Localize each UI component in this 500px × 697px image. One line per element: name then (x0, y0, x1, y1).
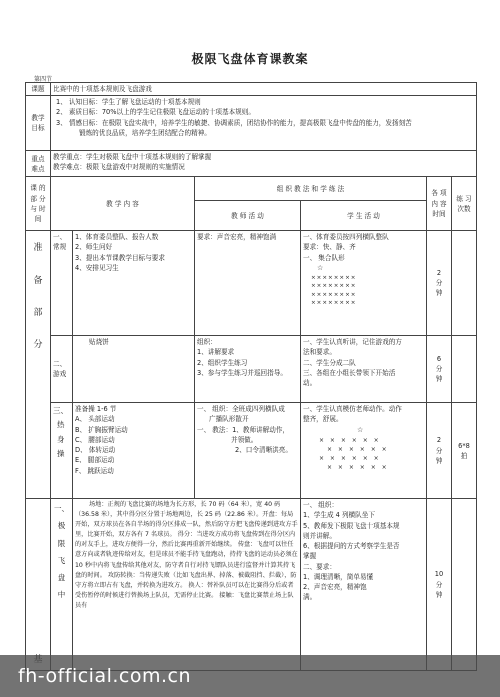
basic-part-label (26, 499, 51, 671)
rules-number: 一、 极 限 飞 盘 中 (51, 499, 73, 671)
student-header: 学 生 活 动 (301, 201, 427, 231)
key-point: 教学重点：学生对极限飞盘中十项基本规则的了解掌握 (53, 153, 212, 162)
rules-time: 10 分 钟 (427, 499, 452, 671)
topic-row (26, 83, 477, 96)
routine-student: 一、体育委员按四列横队整队 要求：快、静、齐 一、 集合队形 ☆ ×××××××× ×××××××× ×××××××× ×××××××× (301, 231, 427, 336)
rules-teacher: 一、 组织： 1、学生成 4 列横队坐下 5、教师发下极限飞盘十项基本规 则并讲解。 6、根据提问的方式考察学生是否 掌握 二、要求： 1、调理清晰，简单易懂 2、声音宏亮，精神饱 满。 (301, 499, 427, 671)
part-header: 课 的 部 分 与 时 间 (26, 177, 51, 231)
goal-item: 3、 情感目标：在极限飞盘实战中，培养学生的敏捷、协调素质，团结协作的能力，提高极限飞盘中传盘的能力，发扬刻苦 (56, 118, 412, 127)
basic-rules-row (26, 499, 477, 671)
prep-warmup-row (26, 403, 477, 499)
game-content: 贴烧饼 (73, 336, 195, 403)
routine-teacher: 要求：声音宏亮，精神饱满 (195, 231, 301, 336)
game-amount (452, 336, 477, 403)
warmup-time: 2 分 钟 (427, 403, 452, 499)
watermark-banner: fh-official.com.cn (0, 655, 500, 697)
game-student: 一、学生认真听讲，记住游戏的方 法和要求。 二、学生分成二队 三、各组在小组长带领下开始活 动。 (301, 336, 427, 403)
page-title: 极限飞盘体育课教案 (191, 52, 309, 66)
warmup-content: 准备操 1-6 节 A、 头部运动 B、 扩胸振臂运动 C、 腰部运动 D、 体转运动 E、 腿部运动 F、 跳跃运动 (73, 403, 195, 499)
column-header-row (26, 177, 477, 201)
warmup-student: 一、学生认真模仿老师动作。动作 整齐，舒展。 ☆ × × × × × × × × × × × × × × × × × × × × × × × × (301, 403, 427, 499)
rules-content: 场地：正规的飞盘比赛的场地为长方形，长 70 码（64 米），宽 40 码（36.58 米），其中得分区分置于场地两边，长 25 码（22.86 米）。开盘：每局开始，双方球员在各自半场的得分区排成一队，然后防守方把飞盘传递到进攻方手里，比赛开始，双方各有 7 名球员。 得分：当进攻方成功将飞盘传到在得分区内的对友手上，进攻方便得一分，然后比赛再重新开始继续。 传盘：飞盘可以往任意方向或者轨迹传给对友，但是球员不能手持飞盘跑动，持持飞盘的运动员必须在 10 秒中内将飞盘传给其他对友，防守者自行对持飞镖队员进行监督并计算其持飞盘的时间。 攻防转换：当传递失败（比如飞盘出界、掉落、被截阻挡、拦截），防守方将立即占有飞盘，并转换为进攻方。 换人：替补队员可以在比赛得分后或者受伤暂停的时候进行替换场上队员，无需停止比赛。 接触：飞盘比赛禁止场上队员有 (73, 499, 301, 671)
routine-amount (452, 231, 477, 336)
warmup-number: 三、 热 身 操 (51, 403, 73, 499)
prep-game-row (26, 336, 477, 403)
section-label: 第四节 (34, 76, 53, 83)
routine-number: 一、 常规 (51, 231, 73, 336)
topic-label: 课题 (26, 83, 51, 96)
lesson-plan-table (25, 82, 477, 671)
goal-item: 锻炼的优良品质，培养学生团结配合的精神。 (79, 128, 211, 137)
warmup-amount: 6*8 拍 (452, 403, 477, 499)
prep-part-label: 准 备 部 分 (26, 231, 51, 499)
times-header: 各 项 内 容 时间 (427, 177, 452, 231)
difficult-point: 教学难点：极限飞盘游戏中对规则的实施情况 (53, 163, 185, 172)
game-number: 二、 游戏 (51, 336, 73, 403)
amount-header: 练 习 次数 (452, 177, 477, 231)
content-header: 教 学 内 容 (51, 177, 195, 231)
warmup-teacher: 一、 组织：全班成四列横队成 广播队形散开 一、 教法：1、教师讲解动作， 并领做。 2、口令清晰洪亮。 (195, 403, 301, 499)
goal-item: 1、 认知目标：学生了解飞盘运动的十项基本规则 (56, 98, 201, 107)
org-header: 组 织 教 法 和 学 练 法 (195, 177, 427, 201)
rules-amount (452, 499, 477, 671)
teacher-position-icon: ☆ (357, 425, 364, 434)
goal-item: 2、 素质目标：70%以上的学生记住极限飞盘运动的十项基本规则。 (56, 108, 255, 117)
formation-grid: × × × × × × × × × × × × × × × × × × × × × × × × (319, 436, 389, 471)
key-label: 重点 难点 (26, 151, 51, 177)
goals-label: 教学 目标 (26, 96, 51, 151)
routine-content: 1、体育委员整队、报告人数 2、师生问好 3、提出本节课教学目标与要求 4、安排见习生 (73, 231, 195, 336)
teacher-position-icon: ☆ (317, 263, 324, 272)
goals-row (26, 96, 477, 151)
key-points (51, 151, 477, 177)
goals-list (51, 96, 477, 151)
game-time: 6 分 钟 (427, 336, 452, 403)
prep-routine-row (26, 231, 477, 336)
topic-value: 比赛中的十项基本规则及飞盘游戏 (51, 83, 477, 96)
teacher-header: 教 师 活 动 (195, 201, 301, 231)
key-points-row (26, 151, 477, 177)
routine-time: 2 分 钟 (427, 231, 452, 336)
game-teacher: 组织： 1、讲解要求 2、组织学生练习 3、参与学生练习并巡回指导。 (195, 336, 301, 403)
formation-grid: ×××××××× ×××××××× ×××××××× ×××××××× (311, 274, 357, 306)
